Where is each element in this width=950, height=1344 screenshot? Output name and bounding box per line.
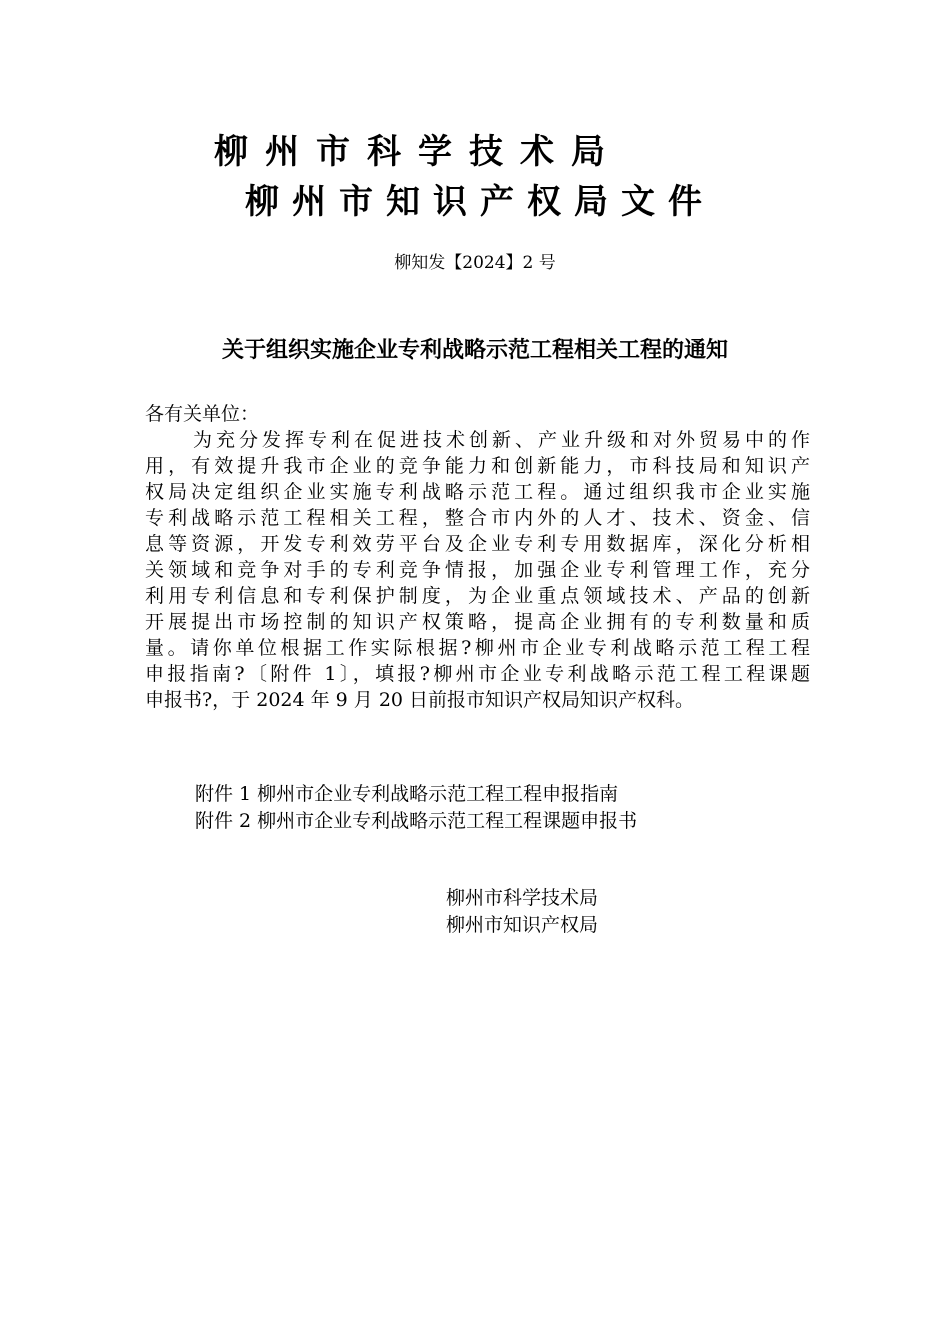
attachment-list: [195, 781, 637, 835]
body-line: 开展提出市场控制的知识产权策略，提高企业拥有的专利数量和质: [145, 611, 810, 633]
attachment-item: 附件 2 柳州市企业专利战略示范工程工程课题申报书: [195, 810, 638, 832]
issuer-header-line-2: 柳州市知识产权局文件: [245, 182, 715, 222]
document-number: 柳知发【2024】2 号: [394, 253, 556, 273]
body-line: 权局决定组织企业实施专利战略示范工程。通过组织我市企业实施: [145, 481, 810, 503]
body-paragraph: [145, 427, 810, 713]
body-line: 用，有效提升我市企业的竞争能力和创新能力，市科技局和知识产: [145, 455, 810, 477]
body-line: 申报指南?〔附件 1〕，填报?柳州市企业专利战略示范工程工程课题: [145, 663, 810, 685]
body-line: 利用专利信息和专利保护制度，为企业重点领域技术、产品的创新: [145, 585, 810, 607]
body-line: 申报书?，于 2024 年 9 月 20 日前报市知识产权局知识产权科。: [145, 689, 695, 711]
body-line: 专利战略示范工程相关工程，整合市内外的人才、技术、资金、信: [145, 507, 810, 529]
body-line: 为充分发挥专利在促进技术创新、产业升级和对外贸易中的作: [193, 429, 810, 451]
body-line: 息等资源，开发专利效劳平台及企业专利专用数据库，深化分析相: [145, 533, 810, 555]
salutation: 各有关单位：: [145, 403, 260, 425]
body-line: 量。请你单位根据工作实际根据?柳州市企业专利战略示范工程工程: [145, 637, 810, 659]
attachment-item: 附件 1 柳州市企业专利战略示范工程工程申报指南: [195, 783, 619, 805]
issuer-header-line-1: 柳州市科学技术局: [214, 132, 622, 172]
signature-issuer: 柳州市科学技术局: [446, 887, 599, 909]
body-line: 关领域和竞争对手的专利竞争情报，加强企业专利管理工作，充分: [145, 559, 810, 581]
document-title: 关于组织实施企业专利战略示范工程相关工程的通知: [221, 338, 728, 363]
signature-block: [446, 885, 598, 939]
signature-issuer: 柳州市知识产权局: [446, 914, 599, 936]
